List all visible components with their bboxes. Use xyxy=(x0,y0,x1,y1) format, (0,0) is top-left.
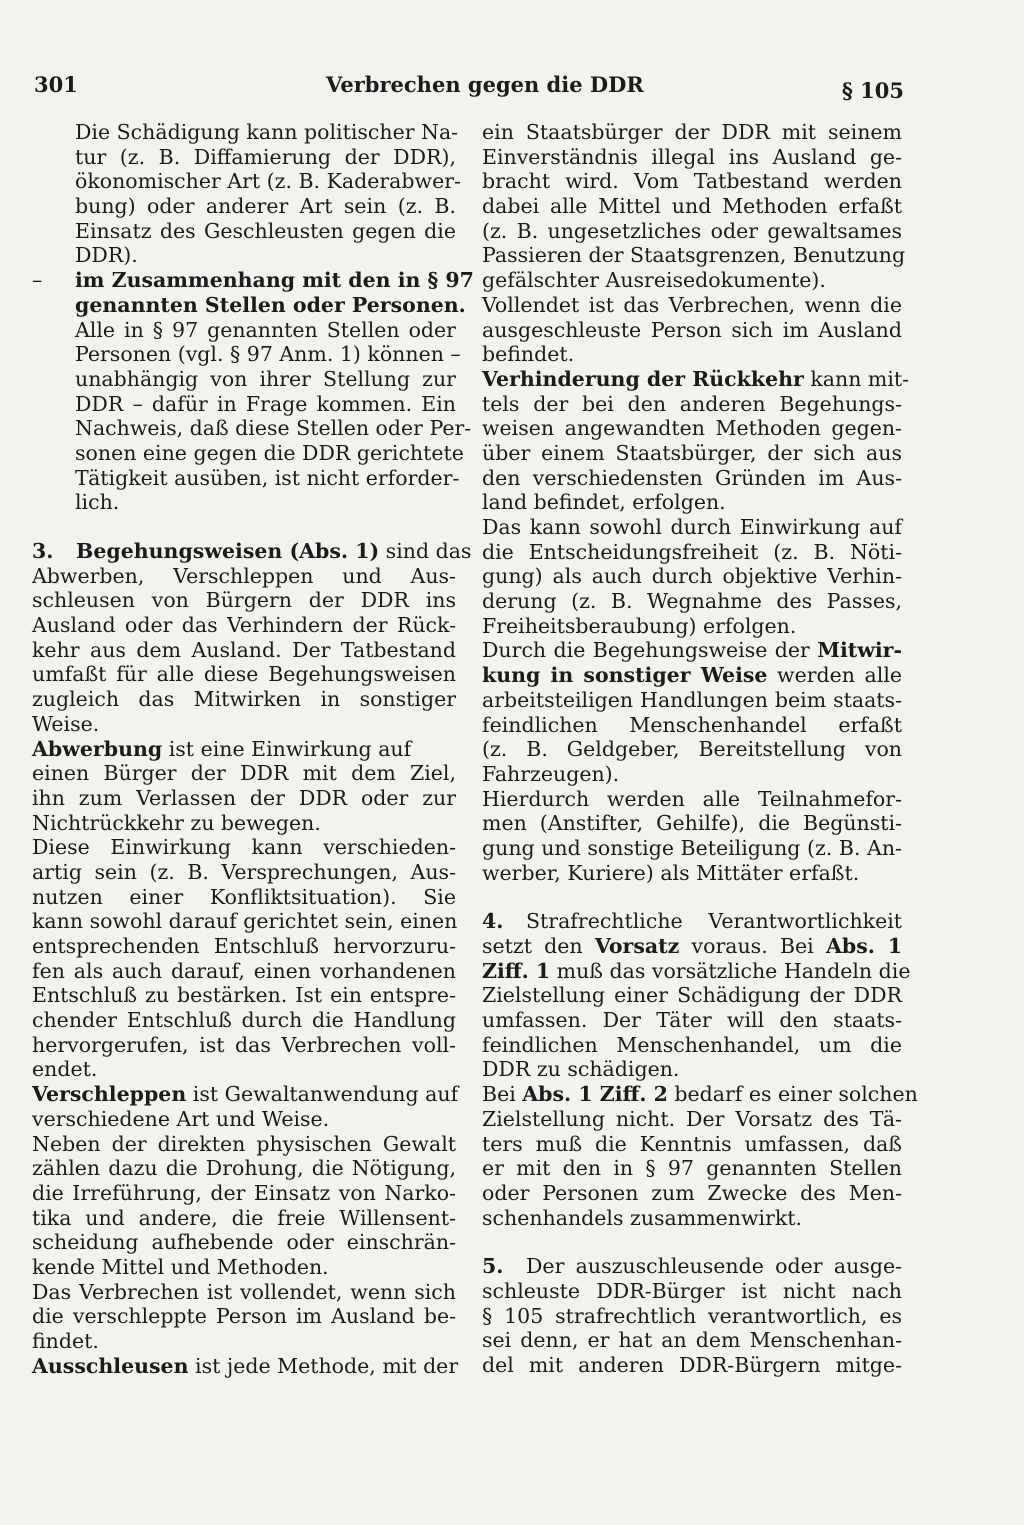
text-line: kende Mittel und Methoden. xyxy=(32,1254,329,1279)
text-line xyxy=(32,1082,459,1107)
text-line: (z. B. ungesetzliches oder gewaltsames xyxy=(482,218,902,243)
text-line xyxy=(482,663,902,688)
paragraph-mitwirkung xyxy=(482,638,902,786)
bold-phrase: kung in sonstiger Weise xyxy=(482,663,768,688)
text-line: Weise. xyxy=(32,711,100,736)
text-run: Strafrechtliche Verantwortlichkeit xyxy=(526,909,902,934)
text-line: Abwerben, Verschleppen und Aus- xyxy=(32,563,456,588)
text-line: schleusen von Bürgern der DDR ins xyxy=(32,588,456,613)
section-4 xyxy=(482,909,911,1082)
text-run: sind das xyxy=(379,539,472,563)
text-line: DDR). xyxy=(75,243,138,268)
text-line xyxy=(482,1254,902,1279)
paragraph-ziff-2 xyxy=(482,1082,918,1230)
paragraph-verschleppen xyxy=(32,1082,459,1131)
text-line: Vollendet ist das Verbrechen, wenn die xyxy=(482,292,902,317)
text-line: ein Staatsbürger der DDR mit seinem xyxy=(482,120,902,144)
section-marker: § 105 xyxy=(841,78,904,103)
text-line: Die Schädigung kann politischer Na- xyxy=(75,120,459,144)
text-line: befindet. xyxy=(482,342,575,367)
text-line: derung (z. B. Wegnahme des Passes, xyxy=(482,589,902,614)
text-line: artig sein (z. B. Versprechungen, Aus- xyxy=(32,859,456,884)
text-line: gung und sonstige Beteiligung (z. B. An- xyxy=(482,835,902,860)
text-line xyxy=(32,539,472,564)
text-line: Entschluß zu bestärken. Ist ein entspre- xyxy=(32,983,456,1008)
text-line: tels der bei den anderen Begehungs- xyxy=(482,391,902,416)
text-line: er mit den in § 97 genannten Stellen xyxy=(482,1156,902,1181)
paragraph-gewalt xyxy=(32,1132,456,1280)
text-line: Das kann sowohl durch Einwirkung auf xyxy=(482,515,902,539)
paragraph-ausschleusen-cont xyxy=(482,120,906,293)
text-line: scheidung aufhebende oder einschrän- xyxy=(32,1230,456,1255)
text-line: zählen dazu die Drohung, die Nötigung, xyxy=(32,1156,456,1181)
text-line: Zielstellung nicht. Der Vorsatz des Tä- xyxy=(482,1106,902,1131)
text-line xyxy=(482,934,902,959)
bold-phrase: Abs. 1 xyxy=(825,934,902,958)
text-line: Hierdurch werden alle Teilnahmefor- xyxy=(482,786,902,811)
text-run: ist jede Methode, mit der xyxy=(188,1353,459,1378)
text-line: feindlichen Menschenhandel, um die xyxy=(482,1032,902,1057)
text-line: weisen angewandten Methoden gegen- xyxy=(482,416,902,441)
text-line: unabhängig von ihrer Stellung zur xyxy=(75,366,456,391)
text-line xyxy=(32,1353,459,1379)
text-run: muß das vorsätzliche Handeln die xyxy=(550,958,911,983)
text-run: Durch die Begehungsweise der xyxy=(482,638,818,663)
bullet-zusammenhang xyxy=(32,268,474,317)
right-column xyxy=(482,120,918,1378)
text-line: § 105 strafrechtlich verantwortlich, es xyxy=(482,1303,902,1328)
section-number: 3. xyxy=(32,539,54,563)
paragraph-entscheidungsfreiheit xyxy=(482,515,902,638)
paragraph-ausschleusen xyxy=(32,1353,459,1379)
text-line xyxy=(482,958,911,984)
text-line: Personen (vgl. § 97 Anm. 1) können – xyxy=(75,342,461,367)
text-line xyxy=(482,1082,918,1107)
text-line: Ausland oder das Verhindern der Rück- xyxy=(32,613,456,638)
text-line: Einsatz des Geschleusten gegen die xyxy=(75,218,456,243)
text-line: Nachweis, daß diese Stellen oder Per- xyxy=(75,416,472,441)
bold-phrase: Ausschleusen xyxy=(32,1353,189,1378)
text-run: ist Gewaltanwendung auf xyxy=(186,1082,459,1107)
text-line: lich. xyxy=(75,490,120,515)
bold-phrase: Abs. 1 Ziff. 2 xyxy=(522,1082,668,1107)
text-line: oder Personen zum Zwecke des Men- xyxy=(482,1180,902,1205)
text-line: Alle in § 97 genannten Stellen oder xyxy=(75,317,456,342)
text-line: den verschiedensten Gründen im Aus- xyxy=(482,465,902,490)
text-line: arbeitsteiligen Handlungen beim staats- xyxy=(482,687,902,712)
text-run: werden alle xyxy=(767,663,903,688)
text-line: gung) als auch durch objektive Verhin- xyxy=(482,564,902,589)
text-line: gefälschter Ausreisedokumente). xyxy=(482,268,826,293)
text-line: umfassen. Der Täter will den staats- xyxy=(482,1008,902,1033)
text-line: Neben der direkten physischen Gewalt xyxy=(32,1131,456,1156)
text-line: men (Anstifter, Gehilfe), die Begünsti- xyxy=(482,811,902,836)
text-run: ist eine Einwirkung auf xyxy=(162,736,412,761)
text-line: Passieren der Staatsgrenzen, Benutzung xyxy=(482,243,906,268)
text-line: sei denn, er hat an dem Menschenhan- xyxy=(482,1328,902,1353)
text-line: die Entscheidungsfreiheit (z. B. Nöti- xyxy=(482,539,902,564)
text-line: ihn zum Verlassen der DDR oder zur xyxy=(32,785,456,810)
text-line: chender Entschluß durch die Handlung xyxy=(32,1008,456,1033)
text-line: Nichtrückkehr zu bewegen. xyxy=(32,810,321,835)
text-line: ters muß die Kenntnis umfassen, daß xyxy=(482,1131,902,1156)
text-run: Bei xyxy=(482,1082,523,1107)
text-line: umfaßt für alle diese Begehungsweisen xyxy=(32,662,456,687)
text-line: DDR – dafür in Frage kommen. Ein xyxy=(75,391,456,416)
text-line: sonen eine gegen die DDR gerichtete xyxy=(75,440,464,465)
text-line: (z. B. Geldgeber, Bereitstellung von xyxy=(482,737,902,762)
text-line xyxy=(482,366,910,392)
text-line: ökonomischer Art (z. B. Kaderabwer- xyxy=(75,169,461,194)
text-run: voraus. Bei xyxy=(679,934,826,958)
paragraph-vollendet-right xyxy=(482,293,902,367)
text-run: Der auszuschleusende oder ausge- xyxy=(526,1254,902,1279)
text-line: die Irreführung, der Einsatz von Narko- xyxy=(32,1180,456,1205)
text-line: verschiedene Art und Weise. xyxy=(32,1106,330,1131)
text-line: del mit anderen DDR-Bürgern mitge- xyxy=(482,1353,902,1377)
text-line: Einverständnis illegal ins Ausland ge- xyxy=(482,144,902,169)
text-line: dabei alle Mittel und Methoden erfaßt xyxy=(482,194,902,219)
text-line: tur (z. B. Diffamierung der DDR), xyxy=(75,144,456,169)
text-line: entsprechenden Entschluß hervorzuru- xyxy=(32,934,456,958)
text-line: Tätigkeit ausüben, ist nicht erforder- xyxy=(75,465,460,490)
text-line xyxy=(32,737,456,762)
paragraph-abwerbung xyxy=(32,737,456,836)
text-line: Diese Einwirkung kann verschieden- xyxy=(32,835,456,860)
paragraph-stellen xyxy=(32,317,472,516)
text-line xyxy=(482,638,902,663)
bullet-dash: – xyxy=(32,268,43,293)
running-title: Verbrechen gegen die DDR xyxy=(326,72,644,97)
text-line xyxy=(32,268,474,293)
text-run: bedarf es einer solchen xyxy=(667,1082,918,1107)
page-header xyxy=(34,72,904,108)
bold-phrase: Abwerbung xyxy=(32,736,163,761)
bold-phrase: Vorsatz xyxy=(594,934,680,958)
text-line: endet. xyxy=(32,1057,98,1082)
text-line: land befindet, erfolgen. xyxy=(482,490,726,515)
text-line: bung) oder anderer Art sein (z. B. xyxy=(75,194,456,219)
text-line: Das Verbrechen ist vollendet, wenn sich xyxy=(32,1279,456,1304)
text-line: feindlichen Menschenhandel erfaßt xyxy=(482,712,902,737)
paragraph-teilnahme xyxy=(482,787,902,886)
text-line: einen Bürger der DDR mit dem Ziel, xyxy=(32,761,456,786)
left-column xyxy=(32,120,474,1378)
text-line: fen als auch darauf, einen vorhandenen xyxy=(32,958,456,983)
text-line: über einem Staatsbürger, der sich aus xyxy=(482,440,902,465)
text-line: kehr aus dem Ausland. Der Tatbestand xyxy=(32,637,456,662)
paragraph-einwirkung xyxy=(32,835,456,1082)
bold-phrase: Verhinderung der Rückkehr xyxy=(482,366,804,391)
bold-phrase: Begehungsweisen (Abs. 1) xyxy=(76,539,380,563)
text-line: tika und andere, die freie Willensent- xyxy=(32,1205,456,1230)
bold-phrase: Verschleppen xyxy=(32,1082,187,1107)
bold-phrase: Mitwir- xyxy=(817,638,902,663)
text-line: Freiheitsberaubung) erfolgen. xyxy=(482,613,797,638)
text-run: kann mit- xyxy=(803,366,910,391)
section-5 xyxy=(482,1254,902,1377)
text-line: zugleich das Mitwirken in sonstiger xyxy=(32,687,456,712)
section-number: 4. xyxy=(482,909,504,934)
text-line: hervorgerufen, ist das Verbrechen voll- xyxy=(32,1032,456,1057)
text-line: nutzen einer Konfliktsituation). Sie xyxy=(32,884,456,909)
text-line: DDR zu schädigen. xyxy=(482,1057,680,1082)
text-line: Zielstellung einer Schädigung der DDR xyxy=(482,983,902,1008)
bold-phrase: im Zusammenhang mit den in § 97 xyxy=(75,268,474,293)
bold-phrase: Ziff. 1 xyxy=(482,958,551,983)
text-line: genannten Stellen oder Personen. xyxy=(75,292,466,317)
text-line: die verschleppte Person im Ausland be- xyxy=(32,1304,456,1329)
text-line: werber, Kuriere) als Mittäter erfaßt. xyxy=(482,860,860,885)
text-line: bracht wird. Vom Tatbestand werden xyxy=(482,169,902,194)
text-line: schleuste DDR-Bürger ist nicht nach xyxy=(482,1278,902,1303)
paragraph-verhinderung xyxy=(482,366,910,515)
text-line: findet. xyxy=(32,1329,99,1353)
paragraph-schaedigung xyxy=(32,120,461,268)
text-line: ausgeschleuste Person sich im Ausland xyxy=(482,317,902,342)
text-line: schenhandels zusammenwirkt. xyxy=(482,1205,803,1230)
paragraph-vollendet xyxy=(32,1280,456,1354)
page-number: 301 xyxy=(34,72,78,97)
section-number: 5. xyxy=(482,1254,504,1279)
section-3 xyxy=(32,539,472,737)
text-run: setzt den xyxy=(482,934,595,958)
text-line xyxy=(482,909,902,934)
text-line: kann sowohl darauf gerichtet sein, einen xyxy=(32,909,458,934)
text-line: Fahrzeugen). xyxy=(482,761,620,786)
